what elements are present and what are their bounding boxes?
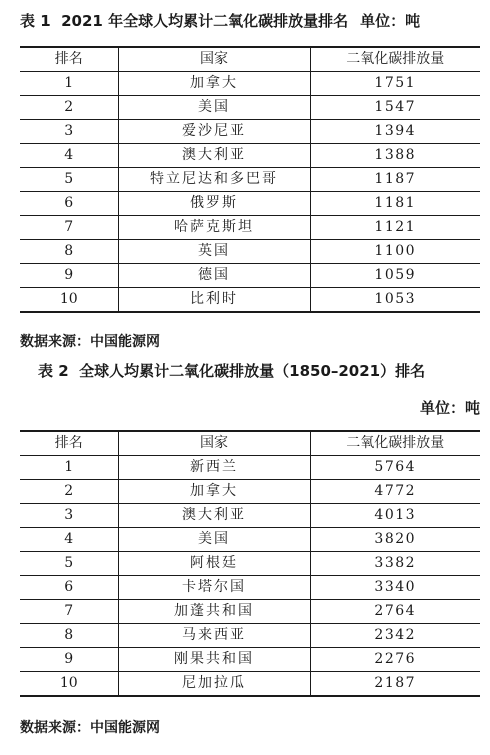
- country-cell: 加蓬共和国: [118, 600, 310, 624]
- table1-header-row: [20, 47, 480, 72]
- country-cell: 澳大利亚: [118, 504, 310, 528]
- value-cell: 3820: [310, 528, 480, 552]
- country-cell: 马来西亚: [118, 624, 310, 648]
- table-row: [20, 72, 480, 96]
- rank-cell: 6: [64, 195, 74, 211]
- rank-cell: 5: [64, 171, 74, 187]
- table1-label: 表 1: [20, 12, 51, 30]
- rank-cell: 9: [64, 267, 74, 283]
- table-row: [20, 168, 480, 192]
- value-cell: 1121: [310, 216, 480, 240]
- rank-cell: 8: [64, 243, 74, 259]
- table2-header-country: 国家: [118, 431, 310, 456]
- table-row: [20, 576, 480, 600]
- table-row: [20, 96, 480, 120]
- country-cell: 新西兰: [118, 456, 310, 480]
- value-cell: 1547: [310, 96, 480, 120]
- value-cell: 2342: [310, 624, 480, 648]
- table-row: [20, 504, 480, 528]
- rank-cell: 3: [64, 507, 74, 523]
- rank-cell: 4: [64, 531, 74, 547]
- value-cell: 3340: [310, 576, 480, 600]
- table-row: [20, 120, 480, 144]
- table-row: [20, 624, 480, 648]
- country-cell: 加拿大: [118, 72, 310, 96]
- country-cell: 加拿大: [118, 480, 310, 504]
- rank-cell: 8: [64, 627, 74, 643]
- table2-label: 表 2: [38, 362, 69, 380]
- table2-unit: 单位：吨: [419, 399, 480, 417]
- rank-cell: 1: [64, 459, 74, 475]
- country-cell: 特立尼达和多巴哥: [118, 168, 310, 192]
- value-cell: 1059: [310, 264, 480, 288]
- table2-header-value: 二氧化碳排放量: [310, 431, 480, 456]
- value-cell: 1388: [310, 144, 480, 168]
- country-cell: 哈萨克斯坦: [118, 216, 310, 240]
- value-cell: 2187: [310, 672, 480, 697]
- table-row: [20, 192, 480, 216]
- country-cell: 卡塔尔国: [118, 576, 310, 600]
- rank-cell: 3: [64, 123, 74, 139]
- table-row: [20, 288, 480, 313]
- value-cell: 5764: [310, 456, 480, 480]
- value-cell: 1100: [310, 240, 480, 264]
- table2-header-row: [20, 431, 480, 456]
- table-row: [20, 480, 480, 504]
- table2-header-rank: 排名: [54, 435, 83, 451]
- rank-cell: 1: [64, 75, 74, 91]
- table-row: [20, 216, 480, 240]
- country-cell: 爱沙尼亚: [118, 120, 310, 144]
- country-cell: 英国: [118, 240, 310, 264]
- value-cell: 2276: [310, 648, 480, 672]
- table-row: [20, 456, 480, 480]
- country-cell: 美国: [118, 528, 310, 552]
- country-cell: 德国: [118, 264, 310, 288]
- value-cell: 1181: [310, 192, 480, 216]
- table1-source: 数据来源：中国能源网: [20, 334, 160, 350]
- rank-cell: 4: [64, 147, 74, 163]
- table2-source: 数据来源：中国能源网: [20, 720, 160, 736]
- rank-cell: 9: [64, 651, 74, 667]
- table1-title-text: 2021 年全球人均累计二氧化碳排放量排名: [61, 12, 349, 30]
- value-cell: 1394: [310, 120, 480, 144]
- country-cell: 俄罗斯: [118, 192, 310, 216]
- table1-header-country: 国家: [118, 47, 310, 72]
- value-cell: 3382: [310, 552, 480, 576]
- table-row: [20, 600, 480, 624]
- country-cell: 刚果共和国: [118, 648, 310, 672]
- table2-title-text: 全球人均累计二氧化碳排放量（1850–2021）排名: [79, 362, 426, 380]
- table2-title: [38, 361, 425, 381]
- rank-cell: 2: [64, 483, 74, 499]
- table1: [20, 46, 480, 313]
- value-cell: 4013: [310, 504, 480, 528]
- table1-header-value: 二氧化碳排放量: [310, 47, 480, 72]
- rank-cell: 10: [59, 291, 78, 307]
- rank-cell: 10: [59, 675, 78, 691]
- table1-header-rank: 排名: [54, 51, 83, 67]
- rank-cell: 2: [64, 99, 74, 115]
- value-cell: 1751: [310, 72, 480, 96]
- rank-cell: 5: [64, 555, 74, 571]
- value-cell: 2764: [310, 600, 480, 624]
- rank-cell: 7: [64, 603, 74, 619]
- table-row: [20, 528, 480, 552]
- country-cell: 美国: [118, 96, 310, 120]
- table-row: [20, 240, 480, 264]
- value-cell: 1187: [310, 168, 480, 192]
- country-cell: 澳大利亚: [118, 144, 310, 168]
- table2: [20, 430, 480, 697]
- country-cell: 尼加拉瓜: [118, 672, 310, 697]
- table-row: [20, 672, 480, 697]
- table-row: [20, 264, 480, 288]
- table1-unit: 单位：吨: [360, 12, 421, 30]
- table-row: [20, 144, 480, 168]
- country-cell: 比利时: [118, 288, 310, 313]
- table-row: [20, 552, 480, 576]
- table-row: [20, 648, 480, 672]
- rank-cell: 6: [64, 579, 74, 595]
- value-cell: 1053: [310, 288, 480, 313]
- rank-cell: 7: [64, 219, 74, 235]
- table1-title: [20, 11, 420, 31]
- country-cell: 阿根廷: [118, 552, 310, 576]
- value-cell: 4772: [310, 480, 480, 504]
